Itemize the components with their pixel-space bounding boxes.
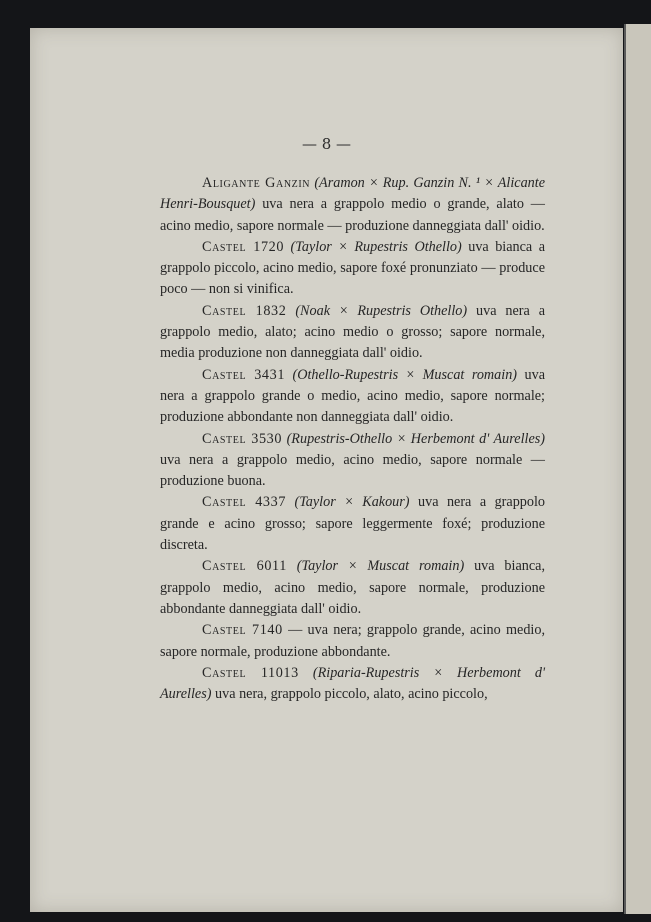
variety-cross: (Aramon × Rup. Ganzin N. ¹ × Alicante Henri-Bousquet) bbox=[160, 175, 545, 213]
entry-aligante-ganzin bbox=[160, 173, 545, 237]
variety-description: uva nera a grappolo medio o grande, alato — acino medio, sapore normale — produzione danneggiata dall' oidio. bbox=[160, 196, 545, 234]
variety-name: Castel 6011 bbox=[202, 558, 287, 575]
entry-castel-1720 bbox=[160, 237, 545, 301]
entry-castel-3530 bbox=[160, 429, 545, 493]
entry-castel-11013 bbox=[160, 663, 545, 706]
variety-description: uva nera, grappolo piccolo, alato, acino piccolo, bbox=[215, 686, 488, 703]
entry-castel-1832 bbox=[160, 301, 545, 365]
variety-cross: (Taylor × Rupestris Othello) bbox=[290, 238, 462, 255]
entry-castel-4337 bbox=[160, 492, 545, 556]
variety-description: uva bianca a grappolo piccolo, acino medio, sapore foxé pronunziato — produce poco — non si vinifica. bbox=[160, 238, 546, 298]
variety-description: uva nera a grappolo grande e acino grosso; sapore leggermente foxé; produzione discreta. bbox=[160, 494, 546, 554]
adjacent-page-edge bbox=[624, 24, 651, 914]
variety-description: uva nera a grappolo medio, acino medio, sapore normale — produzione buona. bbox=[160, 451, 545, 490]
variety-name: Castel 3530 bbox=[202, 430, 283, 447]
variety-description: uva nera a grappolo grande o medio, acino medio, sapore normale; produzione abbondante non danneggiata dall' oidio. bbox=[160, 366, 545, 426]
variety-name: Aligante Ganzin bbox=[202, 175, 311, 191]
variety-cross: (Noak × Rupestris Othello) bbox=[295, 302, 468, 319]
variety-name: Castel 4337 bbox=[202, 494, 287, 511]
variety-name: Castel 1720 bbox=[202, 238, 285, 255]
page-number: — 8 — bbox=[301, 135, 352, 153]
variety-name: Castel 1832 bbox=[202, 302, 287, 319]
book-page bbox=[30, 28, 623, 912]
entry-castel-3431 bbox=[160, 365, 545, 429]
grape-variety-list bbox=[160, 173, 545, 705]
variety-description: — uva nera; grappolo grande, acino medio, sapore normale, produzione abbondante. bbox=[160, 622, 545, 660]
variety-name: Castel 7140 bbox=[202, 622, 283, 639]
variety-name: Castel 11013 bbox=[202, 664, 299, 681]
variety-cross: (Taylor × Muscat romain) bbox=[296, 558, 465, 575]
variety-cross: (Taylor × Kakour) bbox=[294, 494, 410, 511]
variety-cross: (Rupestris-Othello × Herbemont d' Aurelles) bbox=[286, 430, 545, 447]
variety-description: uva nera a grappolo medio, alato; acino medio o grosso; sapore normale, media produzione non danneggiata dall' oidio. bbox=[160, 302, 545, 362]
variety-name: Castel 3431 bbox=[202, 366, 286, 383]
variety-description: uva bianca, grappolo medio, acino medio, sapore normale, produzione abbondante danneggiata dall' oidio. bbox=[160, 558, 545, 617]
variety-cross: (Riparia-Rupestris × Herbemont d' Aurelles) bbox=[160, 664, 546, 703]
variety-cross: (Othello-Rupestris × Muscat romain) bbox=[292, 366, 518, 383]
entry-castel-6011 bbox=[160, 556, 545, 620]
entry-castel-7140 bbox=[160, 620, 545, 663]
